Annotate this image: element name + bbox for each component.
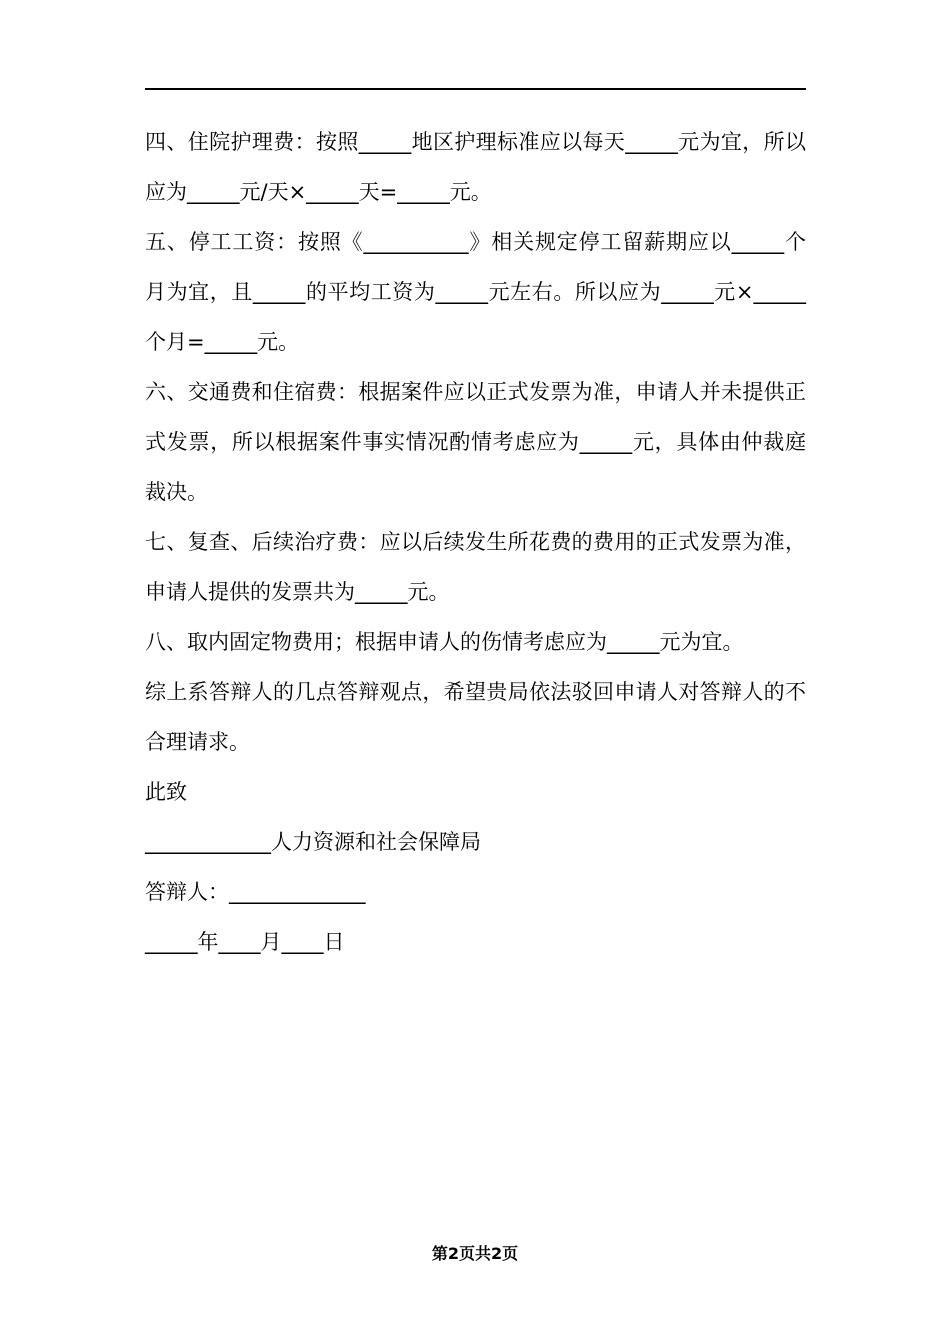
paragraph-lost-wages: 五、停工工资：按照《__________》相关规定停工留薪期应以_____个月为宜，且_____的平均工资为_____元左右。所以应为_____元×_____个月=_____元。 [145,230,806,354]
paragraph-conclusion: 综上系答辩人的几点答辩观点，希望贵局依法驳回申请人对答辩人的不合理请求。 [145,680,806,754]
paragraph-date: _____年____月____日 [145,930,345,954]
paragraph-followup-treatment: 七、复查、后续治疗费：应以后续发生所花费的费用的正式发票为准，申请人提供的发票共为_____元。 [145,530,806,604]
paragraph-addressee: ____________人力资源和社会保障局 [145,830,481,854]
paragraph-fixture-removal: 八、取内固定物费用；根据申请人的伤情考虑应为_____元为宜。 [145,630,744,654]
paragraph-transport-lodging: 六、交通费和住宿费：根据案件应以正式发票为准，申请人并未提供正式发票，所以根据案件事实情况酌情考虑应为_____元，具体由仲裁庭裁决。 [145,380,806,504]
page-number-footer: 第2页共2页 [431,1244,519,1263]
paragraph-nursing-fee: 四、住院护理费：按照_____地区护理标准应以每天_____元为宜，所以应为_____元/天×_____天=_____元。 [145,130,806,204]
document-body [145,117,806,967]
paragraph-salutation: 此致 [145,780,187,804]
top-divider [145,88,806,90]
paragraph-respondent: 答辩人：_____________ [145,880,366,904]
